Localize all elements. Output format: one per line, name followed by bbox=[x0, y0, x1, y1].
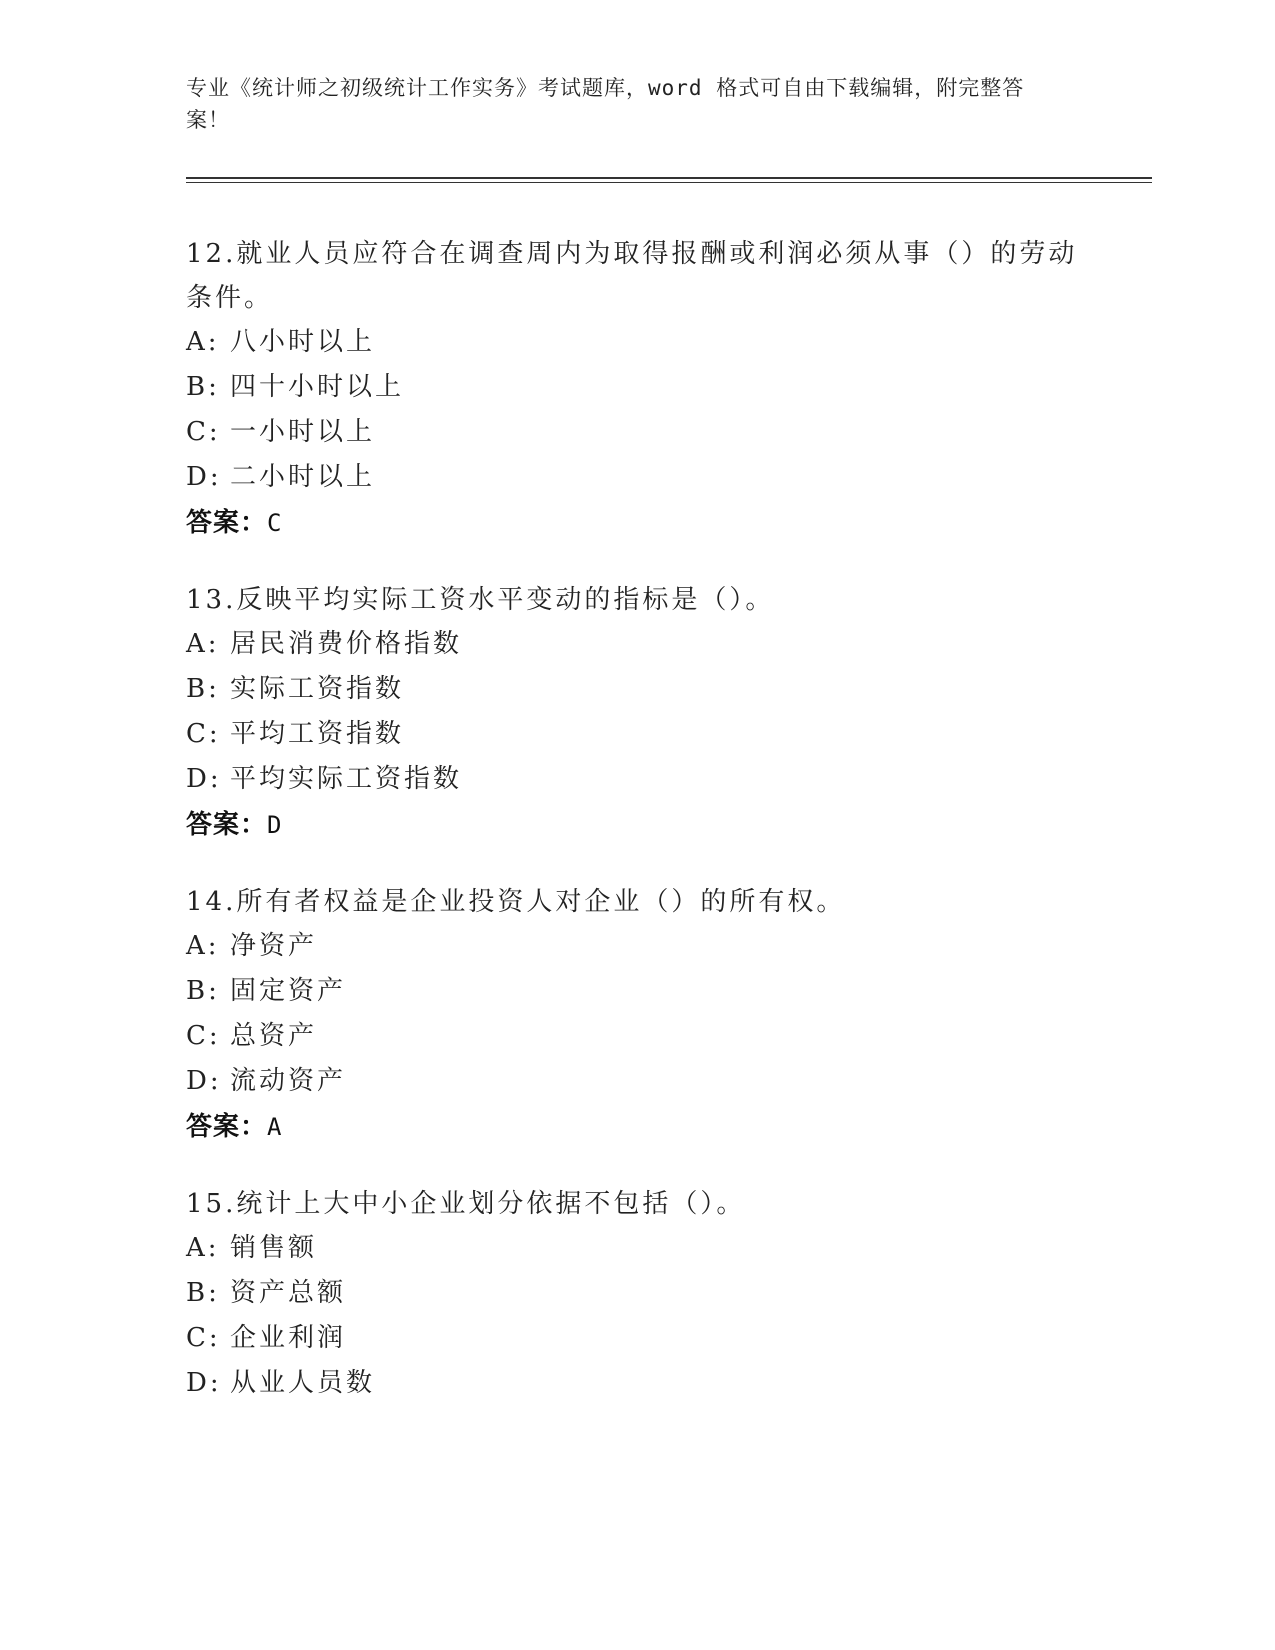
answer bbox=[186, 500, 1086, 546]
option-a bbox=[186, 320, 1086, 365]
header-divider bbox=[186, 177, 1152, 183]
option-text: 总资产 bbox=[230, 1021, 318, 1051]
option-b bbox=[186, 969, 1086, 1014]
option-text: 平均工资指数 bbox=[230, 719, 405, 749]
option-text: 企业利润 bbox=[230, 1323, 347, 1353]
option-d bbox=[186, 455, 1086, 500]
option-letter: A: bbox=[186, 327, 220, 357]
option-text: 四十小时以上 bbox=[230, 372, 405, 402]
option-text: 净资产 bbox=[230, 931, 318, 961]
question-15 bbox=[186, 1182, 1086, 1406]
question-stem: 14.所有者权益是企业投资人对企业（）的所有权。 bbox=[186, 887, 846, 917]
option-text: 资产总额 bbox=[230, 1278, 347, 1308]
option-text: 流动资产 bbox=[230, 1066, 347, 1096]
option-letter: A: bbox=[186, 931, 220, 961]
option-letter: C: bbox=[186, 417, 221, 447]
option-letter: D: bbox=[186, 462, 222, 492]
option-b bbox=[186, 667, 1086, 712]
option-c bbox=[186, 1316, 1086, 1361]
question-stem: 13.反映平均实际工资水平变动的指标是（）。 bbox=[186, 585, 775, 615]
option-text: 固定资产 bbox=[230, 976, 347, 1006]
option-letter: A: bbox=[186, 629, 220, 659]
option-a bbox=[186, 622, 1086, 667]
option-text: 八小时以上 bbox=[230, 327, 376, 357]
option-letter: B: bbox=[186, 674, 220, 704]
option-letter: D: bbox=[186, 1368, 222, 1398]
answer-label: 答案： bbox=[186, 508, 268, 538]
option-text: 销售额 bbox=[230, 1233, 318, 1263]
option-letter: C: bbox=[186, 1323, 221, 1353]
option-d bbox=[186, 1361, 1086, 1406]
option-letter: A: bbox=[186, 1233, 220, 1263]
answer-value: D bbox=[267, 811, 283, 839]
option-b bbox=[186, 365, 1086, 410]
answer-value: A bbox=[267, 1113, 283, 1141]
option-d bbox=[186, 757, 1086, 802]
option-text: 居民消费价格指数 bbox=[230, 629, 463, 659]
question-stem: 12.就业人员应符合在调查周内为取得报酬或利润必须从事（）的劳动条件。 bbox=[186, 239, 1078, 313]
option-a bbox=[186, 1226, 1086, 1271]
option-text: 从业人员数 bbox=[230, 1368, 376, 1398]
header-note: 专业《统计师之初级统计工作实务》考试题库，word 格式可自由下载编辑，附完整答案！ bbox=[186, 76, 1025, 132]
option-d bbox=[186, 1059, 1086, 1104]
option-c bbox=[186, 410, 1086, 455]
option-c bbox=[186, 712, 1086, 757]
answer-value: C bbox=[267, 509, 283, 537]
question-list bbox=[186, 232, 1086, 1438]
option-text: 一小时以上 bbox=[230, 417, 376, 447]
question-13 bbox=[186, 578, 1086, 848]
question-stem: 15.统计上大中小企业划分依据不包括（）。 bbox=[186, 1189, 746, 1219]
option-c bbox=[186, 1014, 1086, 1059]
answer bbox=[186, 802, 1086, 848]
question-12 bbox=[186, 232, 1086, 546]
option-letter: B: bbox=[186, 976, 220, 1006]
answer-label: 答案： bbox=[186, 810, 268, 840]
answer bbox=[186, 1104, 1086, 1150]
option-letter: B: bbox=[186, 1278, 220, 1308]
option-letter: C: bbox=[186, 719, 221, 749]
option-text: 实际工资指数 bbox=[230, 674, 405, 704]
option-a bbox=[186, 924, 1086, 969]
option-text: 平均实际工资指数 bbox=[230, 764, 463, 794]
option-letter: C: bbox=[186, 1021, 221, 1051]
question-14 bbox=[186, 880, 1086, 1150]
option-text: 二小时以上 bbox=[230, 462, 376, 492]
option-letter: D: bbox=[186, 1066, 222, 1096]
option-letter: B: bbox=[186, 372, 220, 402]
option-b bbox=[186, 1271, 1086, 1316]
option-letter: D: bbox=[186, 764, 222, 794]
answer-label: 答案： bbox=[186, 1112, 268, 1142]
